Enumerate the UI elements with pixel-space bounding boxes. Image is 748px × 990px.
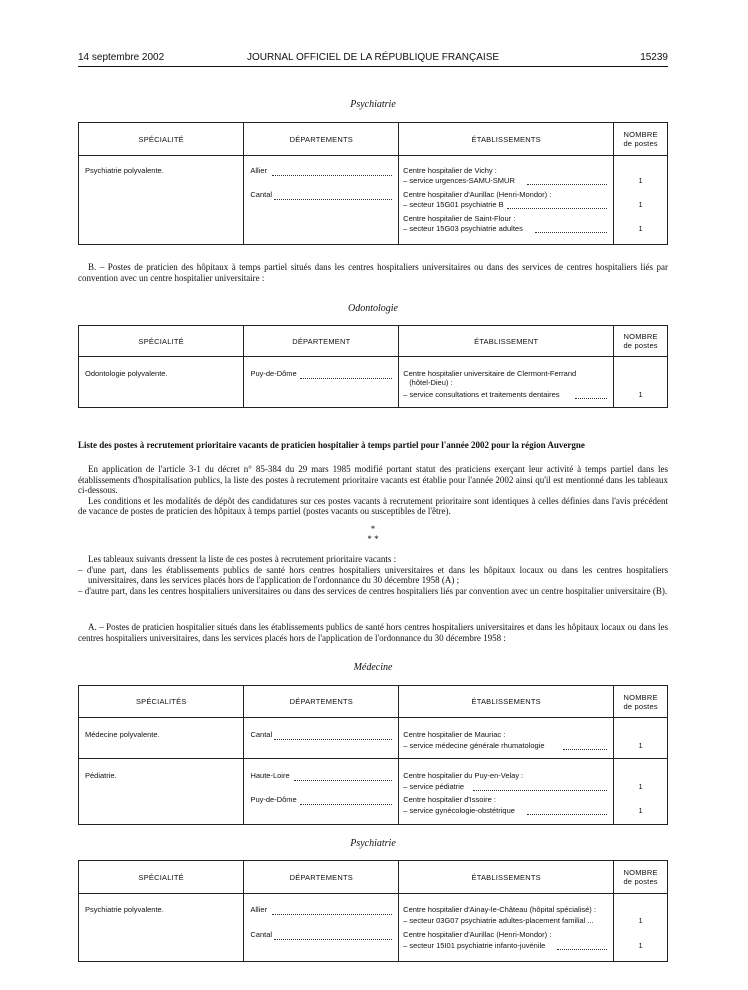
intro-paragraph-1: En application de l'article 3-1 du décret n° 85-384 du 29 mars 1985 modifié portant statut des praticiens exerçant leur activité à temps partiel dans les établissements d'hospitalisation publics, la liste des postes à recrutement prioritaire vacants est établie pour l'année 2002 ainsi qu'il est mentionné dans les tableaux ci-dessous. [78,464,668,495]
col-header-nombre: NOMBRE de postes [614,123,668,156]
table-row [79,894,668,962]
etablissement-service: – secteur 15I01 psychiatrie infanto-juvénile [403,941,546,950]
col-header-departements: DÉPARTEMENTS [244,861,399,894]
section-title-medecine: Médecine [353,662,393,673]
col-header-nombre: NOMBRE de postes [614,686,668,718]
col-header-specialites: SPÉCIALITÉS [79,686,244,718]
leader-dots [272,175,392,176]
leader-dots [294,780,392,781]
tables-intro: Les tableaux suivants dressent la liste de ces postes à recrutement prioritaire vacants : [88,554,397,564]
table-medecine [78,685,668,825]
etablissement-name: Centre hospitalier d'Issoire : [403,795,496,804]
etablissement-name-cont: (hôtel-Dieu) : [409,378,453,387]
departement-cell: Puy-de-Dôme [250,795,297,804]
nombre-cell: 1 [638,224,643,233]
col-header-etablissements: ÉTABLISSEMENTS [399,123,614,156]
intro-paragraphs [78,464,668,517]
col-header-specialite: SPÉCIALITÉ [79,326,244,357]
specialite-cell: Psychiatrie polyvalente. [85,905,164,914]
leader-dots [527,184,607,185]
leader-dots [507,208,607,209]
list-title: Liste des postes à recrutement prioritaire vacants de praticien hospitalier à temps partiel pour l'année 2002 pour la région Auvergne [78,440,585,450]
departement-cell: Cantal [250,730,273,739]
table-row [79,718,668,759]
nombre-cell: 1 [638,806,643,815]
etablissement-name: Centre hospitalier de Vichy : [403,166,497,175]
leader-dots [300,378,392,379]
nombre-cell: 1 [638,741,643,750]
departement-cell: Allier [250,166,268,175]
header-page-number: 15239 [640,52,668,63]
departement-cell: Cantal [250,190,273,199]
specialite-cell: Médecine polyvalente. [85,730,160,739]
etablissement-service: – service pédiatrie [403,782,465,791]
leader-dots [575,398,607,399]
leader-dots [274,939,392,940]
col-header-etablissement: ÉTABLISSEMENT [399,326,614,357]
table-row [79,357,668,408]
col-header-etablissements: ÉTABLISSEMENTS [399,861,614,894]
etablissement-service: – service gynécologie-obstétrique [403,806,515,815]
etablissement-name: Centre hospitalier de Saint-Flour : [403,214,516,223]
etablissement-service: – service médecine générale rhumatologie [403,741,545,750]
table-row [79,759,668,825]
nombre-cell: 1 [638,782,643,791]
col-header-specialite: SPÉCIALITÉ [79,861,244,894]
departement-cell: Haute-Loire [250,771,290,780]
table-psychiatrie-1 [78,122,668,245]
etablissement-service: – service urgences-SAMU-SMUR [403,176,515,185]
tables-intro-block [78,554,668,596]
nombre-cell: 1 [638,390,643,399]
departement-cell: Puy-de-Dôme [250,369,297,378]
leader-dots [527,814,607,815]
header-rule [78,66,668,67]
nombre-cell: 1 [638,200,643,209]
leader-dots [563,749,607,750]
intro-paragraph-2: Les conditions et les modalités de dépôt des candidatures sur ces postes vacants à recrutement prioritaire sont identiques à celles définies dans l'avis précédent de vacance de postes de praticien des hôpitaux à temps partiel (postes vacants ou susceptibles de l'être). [78,495,668,516]
col-header-departements: DÉPARTEMENTS [244,123,399,156]
etablissement-name: Centre hospitalier d'Aurillac (Henri-Mondor) : [403,930,552,939]
header-journal-title: JOURNAL OFFICIEL DE LA RÉPUBLIQUE FRANÇAISE [246,52,500,63]
section-title-odontologie: Odontologie [348,303,398,314]
table-row [79,156,668,245]
etablissement-name: Centre hospitalier universitaire de Clermont-Ferrand [403,369,577,378]
etablissement-name: Centre hospitalier d'Ainay-le-Château (hôpital spécialisé) : [403,905,596,914]
etablissement-name: Centre hospitalier d'Aurillac (Henri-Mondor) : [403,190,552,199]
section-title-psychiatrie-2: Psychiatrie [350,838,396,849]
etablissement-name: Centre hospitalier de Mauriac : [403,730,506,739]
leader-dots [274,739,392,740]
leader-dots [274,199,392,200]
leader-dots [473,790,607,791]
paragraph-b: B. – Postes de praticien des hôpitaux à temps partiel situés dans les centres hospitaliers universitaires ou dans des services de centres hospitaliers liés par convention avec un centre hospitalier universitaire : [78,262,668,283]
leader-dots [300,804,392,805]
col-header-departement: DÉPARTEMENT [244,326,399,357]
col-header-specialite: SPÉCIALITÉ [79,123,244,156]
nombre-cell: 1 [638,941,643,950]
table-psychiatrie-2 [78,860,668,962]
leader-dots [535,232,607,233]
etablissement-service: – secteur 15G01 psychiatrie B [403,200,504,209]
col-header-nombre: NOMBRE de postes [614,861,668,894]
paragraph-a: A. – Postes de praticien hospitalier situés dans les établissements publics de santé hors centres hospitaliers universitaires et dans les hôpitaux locaux ou dans les centres hospitaliers universitaires, dans les services placés hors de l'application de l'ordonnance du 30 décembre 1958 : [78,622,668,643]
departement-cell: Cantal [250,930,273,939]
etablissement-service: – secteur 03G07 psychiatrie adultes-placement familial ... [403,916,594,925]
separator-stars: * * * [367,524,379,544]
header-date: 14 septembre 2002 [78,52,165,63]
col-header-nombre: NOMBRE de postes [614,326,668,357]
etablissement-service: – secteur 15G03 psychiatrie adultes [403,224,523,233]
departement-cell: Allier [250,905,268,914]
col-header-departements: DÉPARTEMENTS [244,686,399,718]
table-odontologie [78,325,668,408]
nombre-cell: 1 [638,916,643,925]
leader-dots [272,914,392,915]
col-header-etablissements: ÉTABLISSEMENTS [399,686,614,718]
bullet-b: – d'autre part, dans les centres hospitaliers universitaires ou dans des services de centres hospitaliers liés par convention avec un centre hospitalier universitaire (B). [78,585,668,596]
bullet-a: – d'une part, dans les établissements publics de santé hors centres hospitaliers universitaires et dans les hôpitaux locaux ou dans les centres hospitaliers universitaires, dans les services placés hors de l'application de l'ordonnance du 30 décembre 1958 (A) ; [78,564,668,585]
etablissement-service: – service consultations et traitements dentaires [403,390,560,399]
nombre-cell: 1 [638,176,643,185]
specialite-cell: Pédiatrie. [85,771,117,780]
specialite-cell: Odontologie polyvalente. [85,369,168,378]
leader-dots [557,949,607,950]
etablissement-name: Centre hospitalier du Puy-en-Velay : [403,771,524,780]
specialite-cell: Psychiatrie polyvalente. [85,166,164,175]
section-title-psychiatrie-1: Psychiatrie [350,99,396,110]
